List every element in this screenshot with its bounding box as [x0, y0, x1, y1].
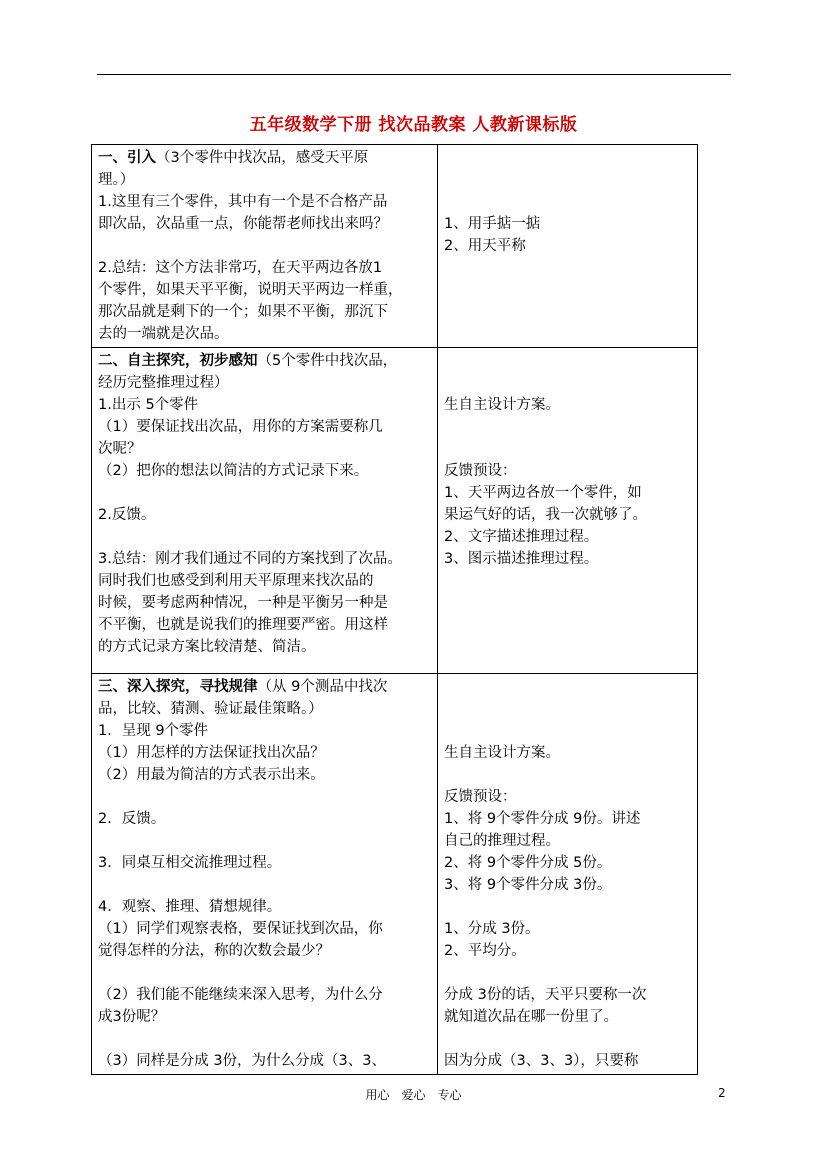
page-footer: 用心 爱心 专心	[365, 1088, 462, 1102]
section-text-line: 理。）	[98, 172, 135, 188]
section-text-line: 3.总结：刚才我们通过不同的方案找到了次品。	[98, 551, 402, 567]
section-heading-note: （从 9个测品中找次	[257, 679, 388, 695]
section-text-line: 4．观察、推理、猜想规律。	[98, 899, 282, 915]
section-text-line: 次呢？	[98, 441, 142, 457]
response-text-line: 1、将 9个零件分成 9份。讲述	[444, 811, 641, 827]
spacer	[444, 676, 691, 698]
section-text-line: 去的一端就是次品。	[98, 326, 229, 342]
section-text-line: 2.总结：这个方法非常巧，在天平两边各放1	[98, 260, 383, 276]
spacer	[444, 416, 691, 438]
section-text-line: 品，比较、猜测、验证最佳策略。）	[98, 701, 323, 717]
section-heading-line	[98, 676, 431, 698]
table-row	[92, 348, 698, 674]
section-text-line	[98, 482, 431, 504]
section-text-line: （2）用最为简洁的方式表示出来。	[98, 767, 325, 783]
section-heading-line	[98, 147, 431, 169]
section-text-line	[98, 874, 431, 896]
section-text-line: 觉得怎样的分法，称的次数会最少？	[98, 943, 330, 959]
section-text-line: 时候，要考虑两种情况，一种是平衡另一种是	[98, 595, 388, 611]
section-heading-note: （5个零件中找次品，	[257, 353, 398, 369]
response-text-line: 因为分成（3、3、3），只要称	[444, 1053, 639, 1069]
response-text-line: 1、天平两边各放一个零件，如	[444, 485, 642, 501]
section-heading: 二、自主探究，初步感知	[98, 353, 258, 369]
response-text-line: 2、将 9个零件分成 5份。	[444, 855, 612, 871]
table-row	[92, 674, 698, 1075]
response-text-line: 自己的推理过程。	[444, 833, 560, 849]
section-text-line	[98, 830, 431, 852]
section-text-line: 即次品，次品重一点，你能帮老师找出来吗？	[98, 216, 388, 232]
section-text-line: （2）把你的想法以简洁的方式记录下来。	[98, 463, 369, 479]
response-text-line: 3、将 9个零件分成 3份。	[444, 877, 612, 893]
section-text-line: 不平衡，也就是说我们的推理要严密。用这样	[98, 617, 388, 633]
response-text-line: 2、文字描述推理过程。	[444, 529, 599, 545]
section-heading-note: （3个零件中找次品，感受天平原	[156, 150, 369, 166]
section-text-line: 3．同桌互相交流推理过程。	[98, 855, 282, 871]
response-text-line: 果运气好的话，我一次就够了。	[444, 507, 647, 523]
response-text-line: 就知道次品在哪一份里了。	[444, 1009, 618, 1025]
section-heading-line	[98, 350, 431, 372]
section-1-right-cell	[438, 145, 698, 348]
response-text-line: 反馈预设：	[444, 463, 517, 479]
section-text-line: 那次品就是剩下的一个；如果不平衡，那沉下	[98, 304, 388, 320]
section-heading: 三、深入探究，寻找规律	[98, 679, 258, 695]
section-text-line: 2．反馈。	[98, 811, 166, 827]
section-text-line: 个零件，如果天平平衡，说明天平两边一样重，	[98, 282, 403, 298]
section-text-line: 经历完整推理过程）	[98, 375, 229, 391]
section-3-right-cell	[438, 674, 698, 1075]
response-text-line: 1、分成 3份。	[444, 921, 540, 937]
spacer	[444, 962, 691, 984]
spacer	[444, 147, 691, 169]
spacer	[444, 720, 691, 742]
section-text-line	[98, 235, 431, 257]
section-text-line	[98, 962, 431, 984]
section-text-line: 1．呈现 9个零件	[98, 723, 209, 739]
section-text-line: （1）同学们观察表格，要保证找到次品，你	[98, 921, 383, 937]
response-text-line: 生自主设计方案。	[444, 397, 560, 413]
response-text-line: 分成 3份的话，天平只要称一次	[444, 987, 647, 1003]
section-text-line: （2）我们能不能继续来深入思考，为什么分	[98, 987, 383, 1003]
response-text-line: 反馈预设：	[444, 789, 517, 805]
section-1-left-cell	[92, 145, 438, 348]
lesson-table	[91, 144, 698, 1075]
document-title: 五年级数学下册 找次品教案 人教新课标版	[249, 115, 578, 135]
spacer	[444, 372, 691, 394]
spacer	[444, 896, 691, 918]
section-text-line: （1）要保证找出次品，用你的方案需要称几	[98, 419, 383, 435]
header-rule	[97, 74, 731, 75]
response-text-line: 2、用天平称	[444, 238, 526, 254]
spacer	[444, 438, 691, 460]
spacer	[444, 191, 691, 213]
spacer	[444, 764, 691, 786]
response-text-line: 1、用手掂一掂	[444, 216, 541, 232]
section-2-right-cell	[438, 348, 698, 674]
spacer	[444, 350, 691, 372]
response-text-line: 2、平均分。	[444, 943, 526, 959]
section-heading: 一、引入	[98, 150, 156, 166]
section-2-left-cell	[92, 348, 438, 674]
section-text-line: 同时我们也感受到利用天平原理来找次品的	[98, 573, 374, 589]
section-text-line: 成3份呢？	[98, 1009, 166, 1025]
response-text-line: 生自主设计方案。	[444, 745, 560, 761]
section-text-line: （1）用怎样的方法保证找出次品？	[98, 745, 325, 761]
response-text-line: 3、图示描述推理过程。	[444, 551, 599, 567]
section-text-line: 的方式记录方案比较清楚、简洁。	[98, 639, 316, 655]
section-text-line: （3）同样是分成 3份，为什么分成（3、3、	[98, 1053, 387, 1069]
section-3-left-cell	[92, 674, 438, 1075]
section-text-line: 2.反馈。	[98, 507, 156, 523]
section-text-line: 1.出示 5个零件	[98, 397, 199, 413]
section-text-line	[98, 786, 431, 808]
spacer	[444, 1028, 691, 1050]
section-text-line: 1.这里有三个零件，其中有一个是不合格产品	[98, 194, 388, 210]
spacer	[444, 169, 691, 191]
section-text-line	[98, 526, 431, 548]
table-row	[92, 145, 698, 348]
section-text-line	[98, 1028, 431, 1050]
spacer	[444, 698, 691, 720]
page-number: 2	[718, 1086, 726, 1100]
